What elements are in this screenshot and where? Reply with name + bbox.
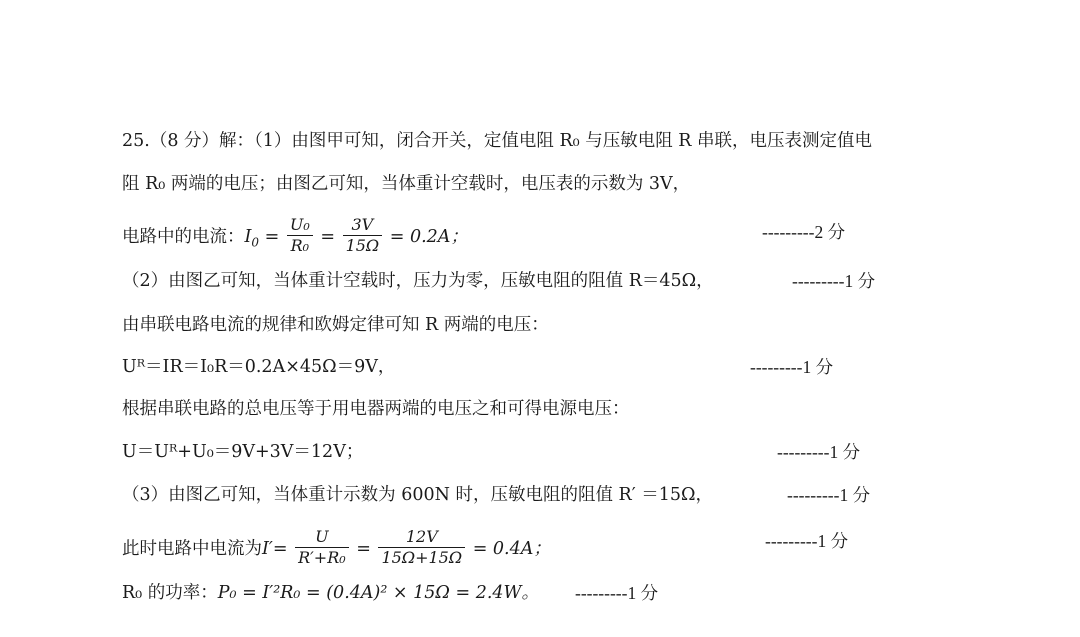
score-mark-line-9: ---------1 分 — [787, 485, 871, 505]
equals-1: = — [259, 227, 285, 247]
solution-line-10 — [122, 529, 551, 570]
current-subscript: 0 — [251, 235, 260, 250]
equals-2: = — [350, 539, 377, 559]
current-symbol: I — [244, 227, 252, 247]
solution-line-11 — [122, 581, 539, 605]
fraction-u0-r0 — [287, 215, 313, 256]
solution-line-8: U＝Uᴿ+U₀＝9V+3V＝12V； — [122, 442, 364, 462]
score-mark-line-3: ---------2 分 — [762, 222, 846, 242]
fraction-numerator: U₀ — [287, 215, 313, 236]
fraction-u-total-r — [295, 527, 349, 568]
score-mark-line-8: ---------1 分 — [777, 442, 861, 462]
equals-2: = — [314, 227, 341, 247]
fraction-denominator: R₀ — [290, 236, 310, 255]
solution-line-7: 根据串联电路的总电压等于用电器两端的电压之和可得电源电压： — [122, 399, 630, 419]
score-mark-line-10: ---------1 分 — [765, 531, 849, 551]
line-10-prefix: 此时电路中电流为 — [122, 539, 262, 559]
equals-1: = — [272, 539, 294, 559]
power-formula: P₀ = I′²R₀ = (0.4A)² × 15Ω = 2.4W。 — [217, 583, 540, 603]
fraction-denominator: 15Ω+15Ω — [381, 548, 463, 567]
solution-line-9: （3）由图乙可知，当体重计示数为 600N 时，压敏电阻的阻值 R′ ＝15Ω， — [122, 485, 714, 505]
solution-line-3 — [122, 217, 468, 258]
score-mark-line-4: ---------1 分 — [792, 271, 876, 291]
fraction-3v-15ohm — [343, 215, 383, 256]
fraction-numerator: 12V — [378, 527, 465, 548]
result: = 0.4A； — [467, 539, 551, 559]
solution-line-5: 由串联电路电流的规律和欧姆定律可知 R 两端的电压： — [122, 315, 549, 335]
score-mark-line-11: ---------1 分 — [575, 583, 659, 603]
fraction-numerator: U — [295, 527, 349, 548]
line-3-prefix: 电路中的电流： — [122, 227, 245, 247]
line-11-prefix: R₀ 的功率： — [122, 583, 218, 603]
solution-line-6: Uᴿ＝IR＝I₀R＝0.2A×45Ω＝9V， — [122, 357, 396, 377]
fraction-denominator: R′+R₀ — [298, 548, 346, 567]
current-symbol: I′ — [262, 539, 273, 559]
score-mark-line-6: ---------1 分 — [750, 357, 834, 377]
fraction-denominator: 15Ω — [345, 236, 380, 255]
solution-line-4: （2）由图乙可知，当体重计空载时，压力为零，压敏电阻的阻值 R＝45Ω， — [122, 271, 714, 291]
fraction-numerator: 3V — [343, 215, 383, 236]
result: = 0.2A； — [384, 227, 468, 247]
fraction-12v-30ohm — [378, 527, 465, 568]
solution-line-2: 阻 R₀ 两端的电压；由图乙可知，当体重计空载时，电压表的示数为 3V， — [122, 174, 691, 194]
solution-line-1: 25.（8 分）解：（1）由图甲可知，闭合开关，定值电阻 R₀ 与压敏电阻 R 串联，电压表测定值电 — [122, 131, 873, 151]
